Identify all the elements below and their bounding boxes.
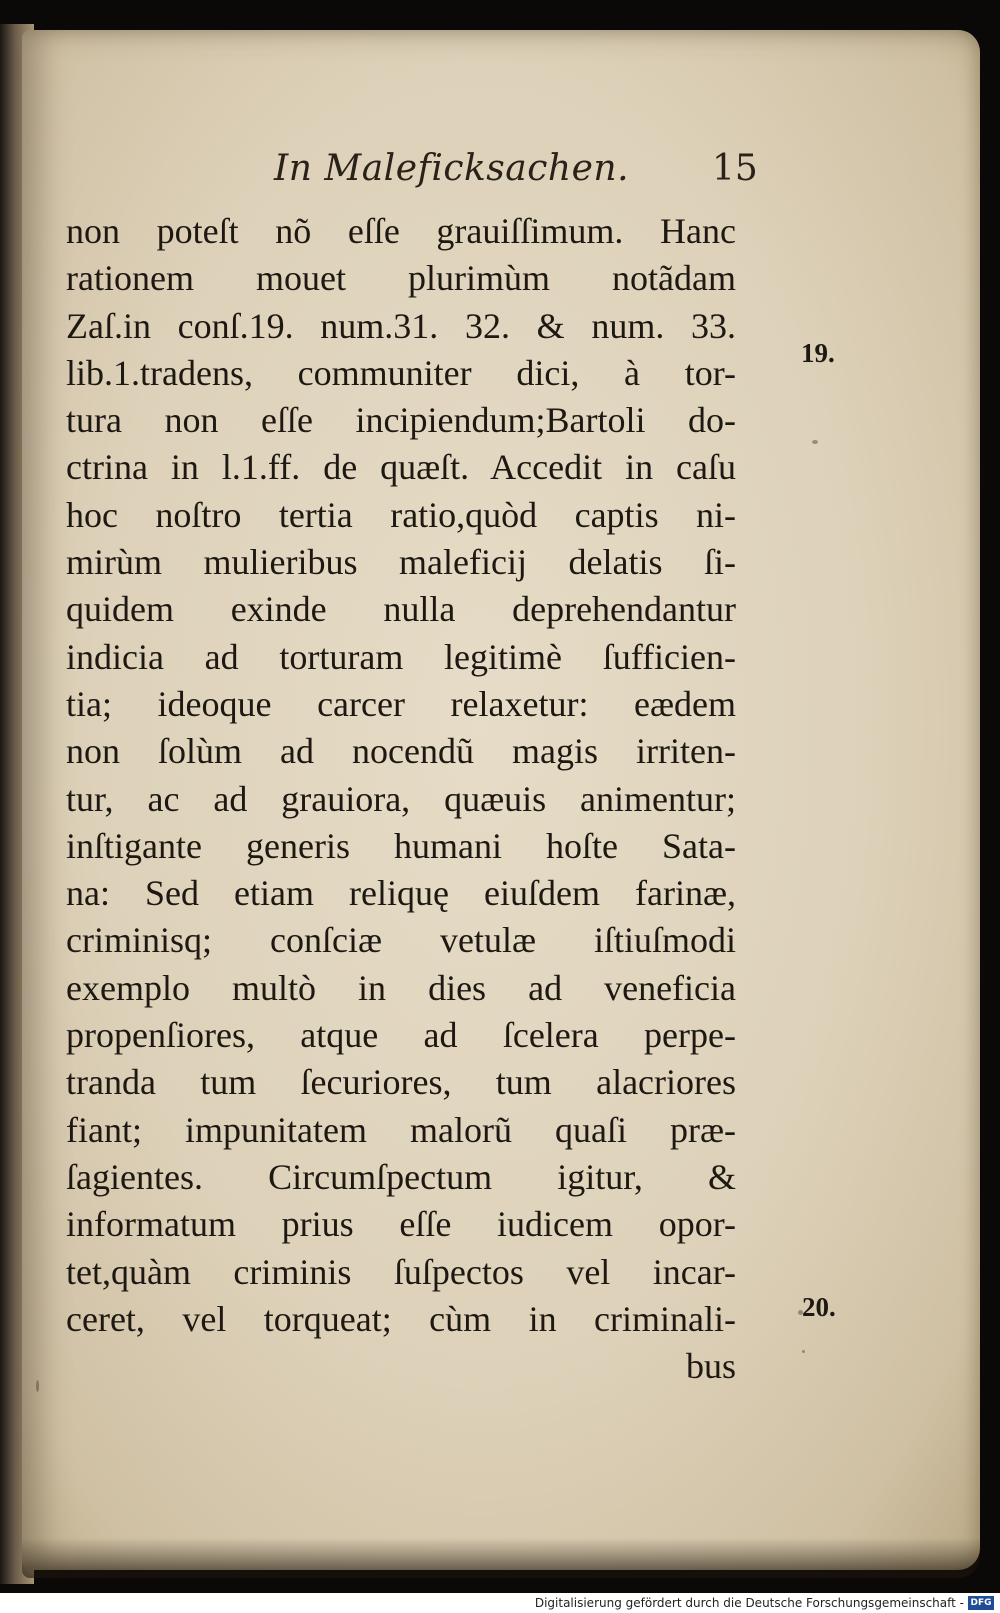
text-line: propenſiores, atque ad ſcelera perpe- [66,1015,736,1056]
text-line: informatum prius eſſe iudicem opor- [66,1204,736,1245]
text-line: hoc noſtro tertia ratio,quòd captis ni- [66,494,736,535]
text-line: fiant; impunitatem malorũ quaſi præ- [66,1109,736,1150]
catchword: bus [685,1346,736,1387]
dfg-logo-icon[interactable]: DFG [968,1596,994,1610]
margin-note-19: 19. [801,338,835,368]
text-line: non ſolùm ad nocendũ magis irriten- [66,731,736,772]
text-line: tur, ac ad grauiora, quæuis animentur; [66,778,736,819]
text-line: ceret, vel torqueat; cùm in criminali- [66,1298,736,1339]
text-line: ctrina in l.1.ff. de quæſt. Accedit in caſu [66,447,736,488]
text-line: exemplo multò in dies ad veneficia [66,967,736,1008]
paper-speck [36,1380,39,1392]
text-line: lib.1.tradens, communiter dici, à tor- [66,352,736,393]
body-text [66,208,736,1390]
text-line: mirùm mulieribus maleficij delatis ſi- [66,542,736,583]
page-bottom-shadow [22,1538,980,1578]
digitization-footer [0,1593,1000,1613]
paper-speck [812,440,818,444]
text-line: criminisq; conſciæ vetulæ iſtiuſmodi [66,920,736,961]
text-line: tranda tum ſecuriores, tum alacriores [66,1062,736,1103]
text-line: tia; ideoque carcer relaxetur: eædem [66,683,736,724]
page-number: 15 [712,148,758,189]
text-line: rationem mouet plurimùm notãdam [66,258,736,299]
text-line: ſagientes. Circumſpectum igitur, & [66,1156,736,1197]
text-line: quidem exinde nulla deprehendantur [66,589,736,630]
text-line: non poteſt nõ eſſe grauiſſimum. Hanc [66,211,736,251]
text-line: tura non eſſe incipiendum;Bartoli do- [66,400,736,441]
funding-credit: Digitalisierung gefördert durch die Deutsche Forschungsgemeinschaft - [534,1596,964,1610]
text-line: indicia ad torturam legitimè ſufficien- [66,636,736,677]
book-page [22,30,980,1570]
paper-speck [798,1310,803,1315]
page-header [22,148,980,208]
paper-speck [802,1350,805,1353]
text-line: Zaſ.in conſ.19. num.31. 32. & num. 33. [66,305,736,346]
text-line: na: Sed etiam reliquę eiuſdem farinæ, [66,873,736,914]
text-line: tet,quàm criminis ſuſpectos vel incar- [66,1251,736,1292]
running-head: In Maleficksachen. [274,148,630,189]
text-line: inſtigante generis humani hoſte Sata- [66,825,736,866]
margin-note-20: 20. [802,1292,836,1322]
